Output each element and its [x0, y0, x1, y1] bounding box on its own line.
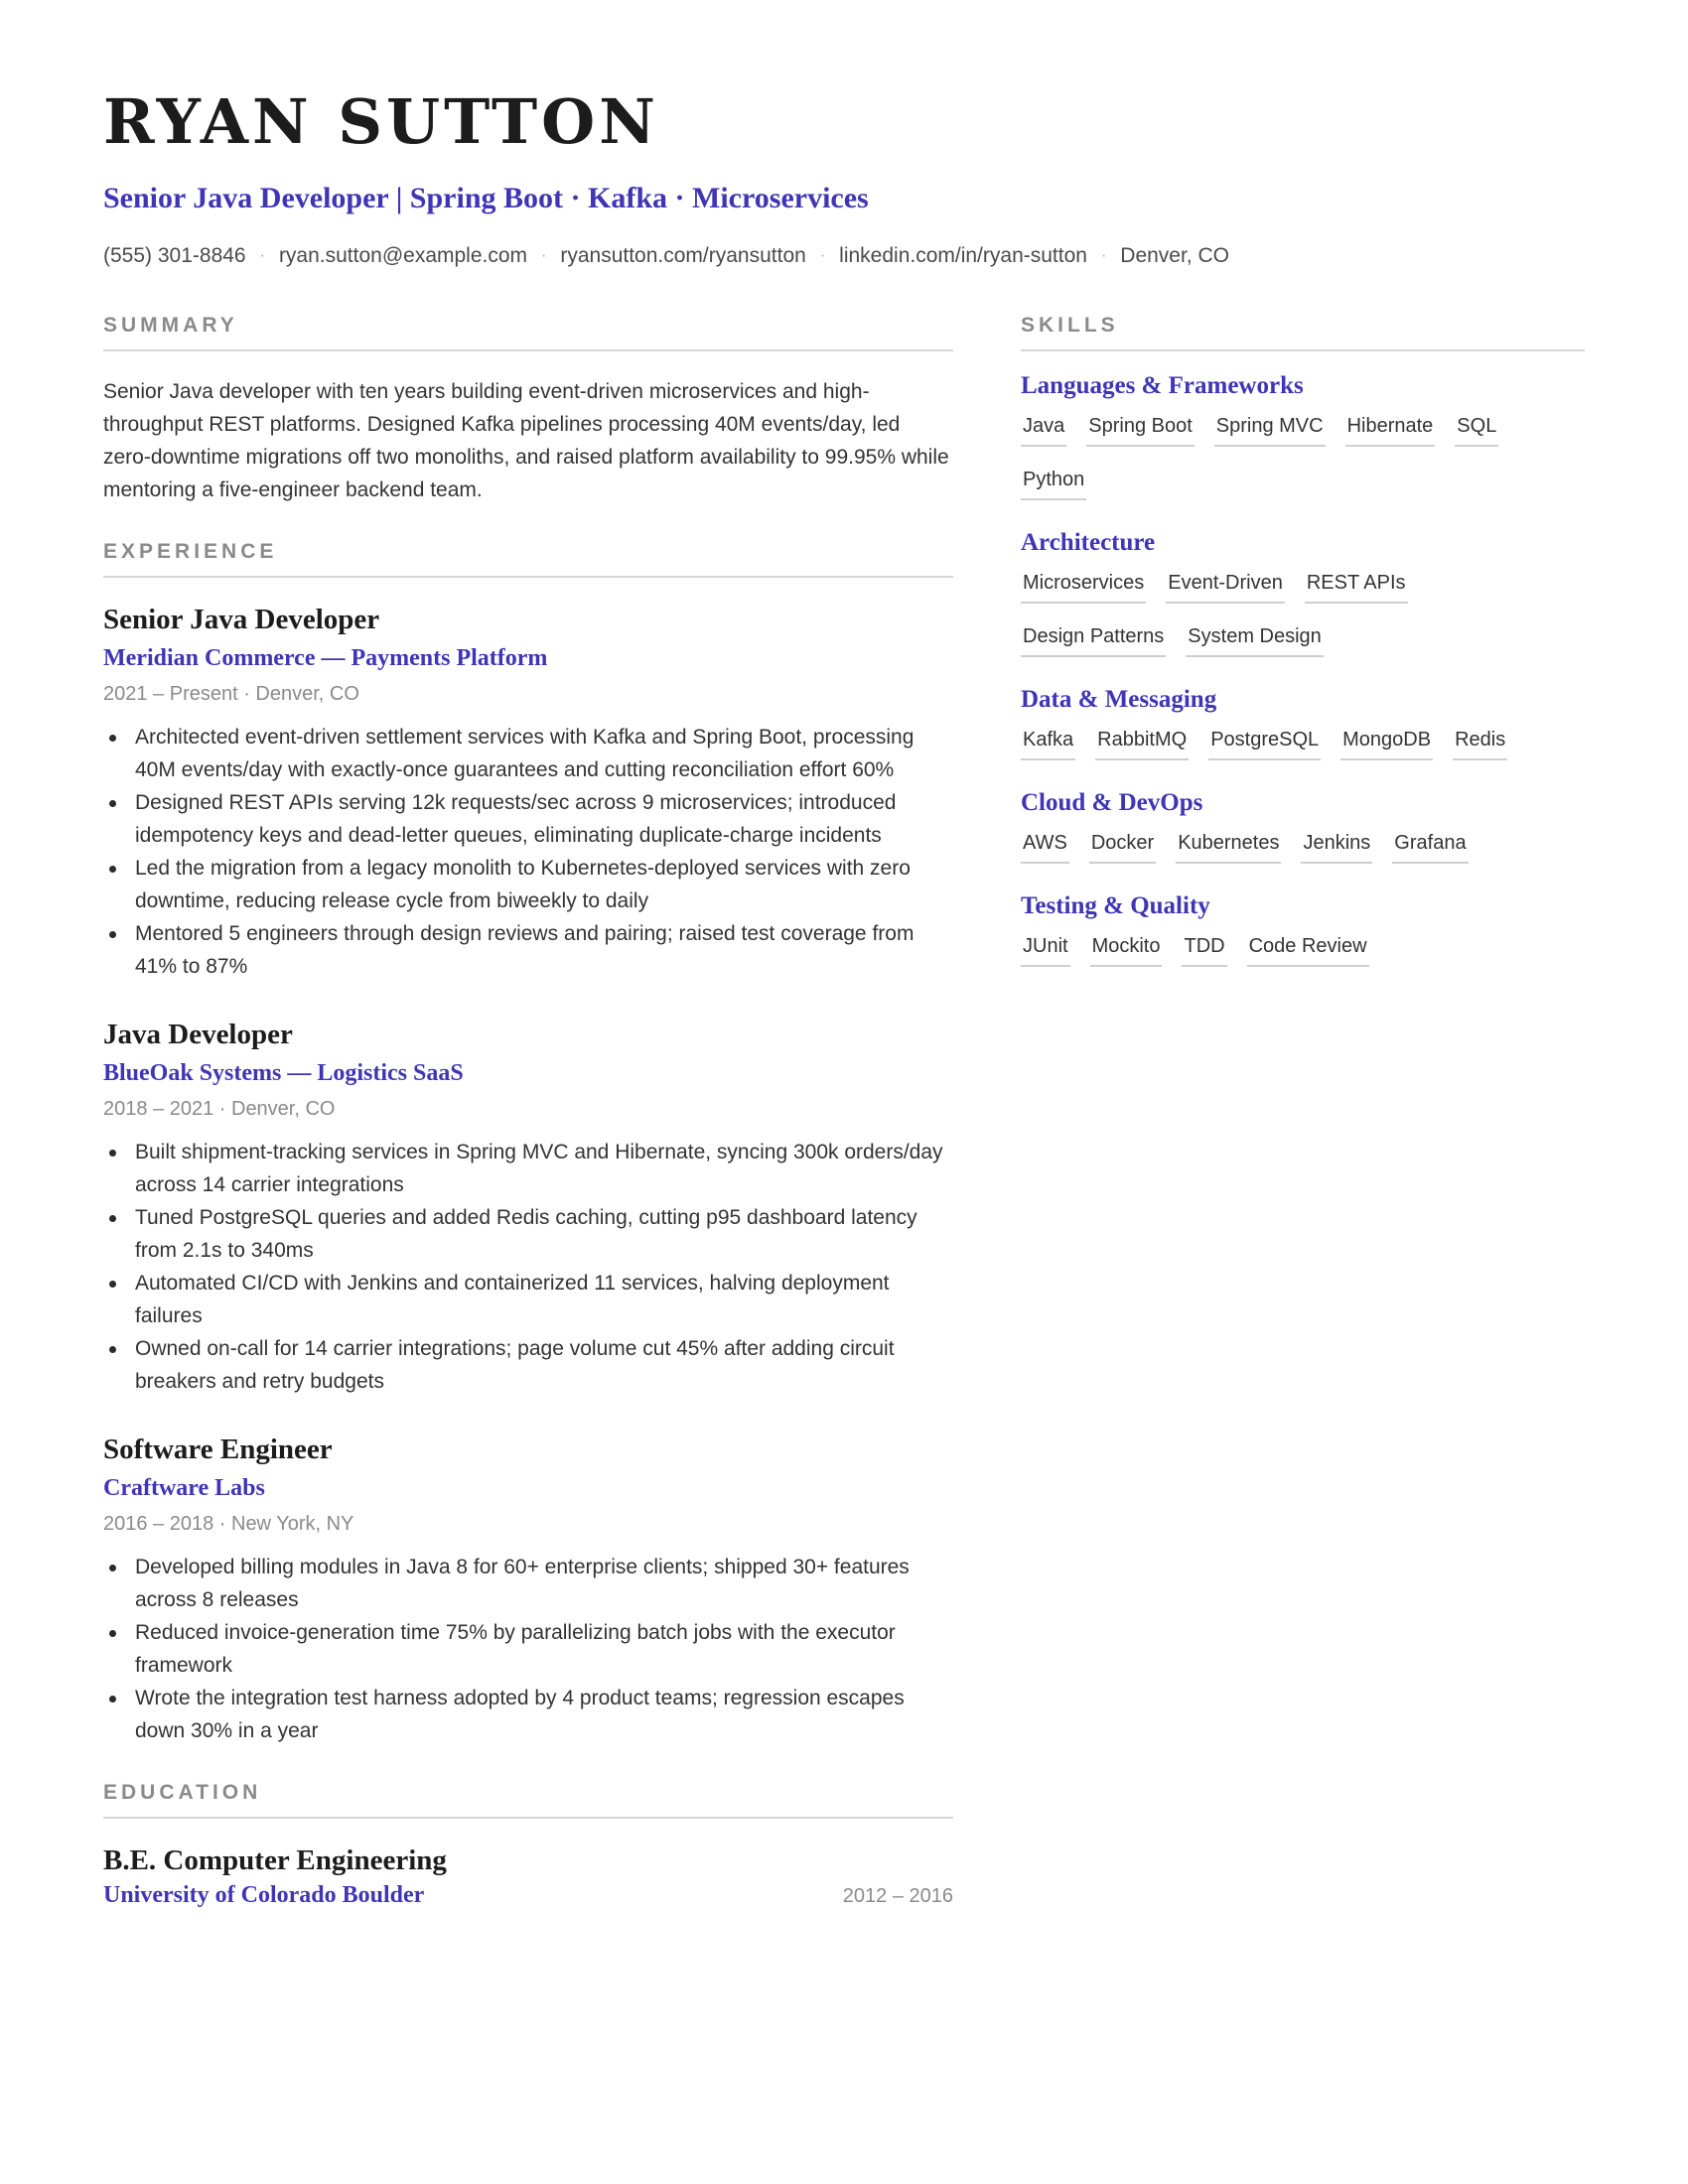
job-company: BlueOak Systems — Logistics SaaS — [103, 1060, 464, 1086]
skill-chip: SQL — [1455, 409, 1498, 447]
summary-text: Senior Java developer with ten years building event-driven microservices and high-throughput REST platforms. Designed Kafka pipelines processing 40M events/day, led zero-downtime migrations off two monoliths, and raised platform availability to 99.95% while mentoring a five-engineer backend team. — [103, 380, 949, 501]
main-column — [103, 314, 953, 1912]
section-title-education: EDUCATION — [103, 1781, 953, 1819]
job-bullet: Owned on-call for 14 carrier integrations; page volume cut 45% after adding circuit breakers and retry budgets — [103, 1332, 953, 1398]
skill-chip: Hibernate — [1345, 409, 1436, 447]
skill-chip: Docker — [1089, 826, 1156, 864]
skill-chip: Redis — [1453, 723, 1507, 760]
skill-chip: RabbitMQ — [1095, 723, 1189, 760]
candidate-name: RYAN SUTTON — [103, 85, 659, 158]
job-entry — [103, 1017, 953, 1398]
skill-chip: Spring Boot — [1086, 409, 1195, 447]
contact-separator: · — [1100, 247, 1107, 264]
job-entry — [103, 1432, 953, 1747]
job-bullet: Mentored 5 engineers through design reviews and pairing; raised test coverage from 41% to 87% — [103, 917, 953, 983]
skill-chips — [1021, 723, 1585, 776]
skill-chip: Kafka — [1021, 723, 1075, 760]
skill-group-title: Languages & Frameworks — [1021, 372, 1304, 399]
skill-group-title: Data & Messaging — [1021, 686, 1217, 713]
job-bullet: Reduced invoice-generation time 75% by parallelizing batch jobs with the executor framework — [103, 1616, 953, 1682]
skill-chips — [1021, 566, 1585, 673]
skill-group — [1021, 369, 1585, 516]
contact-separator: · — [819, 247, 826, 264]
job-bullet: Built shipment-tracking services in Spring MVC and Hibernate, syncing 300k orders/day across 14 carrier integrations — [103, 1136, 953, 1201]
job-company: Craftware Labs — [103, 1475, 265, 1501]
job-title: Software Engineer — [103, 1433, 333, 1465]
experience-section — [103, 540, 953, 1747]
contact-item: Denver, CO — [1120, 244, 1229, 267]
job-company: Meridian Commerce — Payments Platform — [103, 645, 548, 671]
job-entry — [103, 602, 953, 983]
section-title-summary: SUMMARY — [103, 314, 953, 351]
job-bullets — [103, 1136, 953, 1398]
contact-separator: · — [259, 247, 265, 264]
skill-chip: Code Review — [1247, 929, 1369, 967]
job-bullet: Designed REST APIs serving 12k requests/sec across 9 microservices; introduced idempotency keys and dead-letter queues, eliminating duplicate-charge incidents — [103, 786, 953, 852]
school: University of Colorado Boulder — [103, 1882, 425, 1908]
skill-chips — [1021, 826, 1585, 880]
skill-group-title: Testing & Quality — [1021, 892, 1210, 919]
skill-chip: Python — [1021, 463, 1086, 500]
job-meta: 2018 – 2021 · Denver, CO — [103, 1098, 336, 1120]
skill-chip: Microservices — [1021, 566, 1146, 604]
job-bullets — [103, 1551, 953, 1747]
resume-page — [103, 0, 1585, 2184]
contact-item[interactable]: linkedin.com/in/ryan-sutton — [839, 244, 1087, 267]
skill-group-title: Cloud & DevOps — [1021, 789, 1203, 816]
sidebar-column — [1021, 314, 1585, 993]
skill-group-title: Architecture — [1021, 529, 1156, 556]
job-title: Senior Java Developer — [103, 604, 380, 635]
skill-chip: Spring MVC — [1214, 409, 1326, 447]
skill-chip: TDD — [1182, 929, 1226, 967]
skill-chip: Design Patterns — [1021, 619, 1166, 657]
job-meta: 2016 – 2018 · New York, NY — [103, 1513, 354, 1535]
skill-chip: Mockito — [1090, 929, 1163, 967]
contact-line — [103, 244, 1229, 268]
skill-chip: AWS — [1021, 826, 1069, 864]
skill-group — [1021, 683, 1585, 776]
contact-item[interactable]: ryansutton.com/ryansutton — [560, 244, 806, 267]
skill-chip: JUnit — [1021, 929, 1070, 967]
degree: B.E. Computer Engineering — [103, 1844, 447, 1876]
job-bullets — [103, 721, 953, 983]
job-bullet: Wrote the integration test harness adopted by 4 product teams; regression escapes down 30% in a year — [103, 1682, 953, 1747]
summary-section — [103, 314, 953, 506]
skill-group — [1021, 889, 1585, 983]
section-title-skills: SKILLS — [1021, 314, 1585, 351]
skill-chip: Event-Driven — [1166, 566, 1285, 604]
education-section — [103, 1781, 953, 1912]
skill-chip: REST APIs — [1305, 566, 1408, 604]
skill-chip: Kubernetes — [1176, 826, 1281, 864]
job-title: Java Developer — [103, 1019, 293, 1050]
skill-chip: Java — [1021, 409, 1066, 447]
skill-chip: Grafana — [1392, 826, 1468, 864]
skill-chips — [1021, 409, 1585, 516]
job-bullet: Architected event-driven settlement services with Kafka and Spring Boot, processing 40M events/day with exactly-once guarantees and cutting reconciliation effort 60% — [103, 721, 953, 786]
skill-group — [1021, 786, 1585, 880]
job-bullet: Led the migration from a legacy monolith to Kubernetes-deployed services with zero downtime, reducing release cycle from biweekly to daily — [103, 852, 953, 917]
skill-chips — [1021, 929, 1585, 983]
job-bullet: Developed billing modules in Java 8 for 60+ enterprise clients; shipped 30+ features across 8 releases — [103, 1551, 953, 1616]
contact-separator: · — [541, 247, 547, 264]
job-bullet: Automated CI/CD with Jenkins and containerized 11 services, halving deployment failures — [103, 1267, 953, 1332]
contact-item: (555) 301-8846 — [103, 244, 246, 267]
skill-chip: PostgreSQL — [1208, 723, 1321, 760]
education-row — [103, 1878, 953, 1912]
skill-group — [1021, 526, 1585, 673]
skill-chip: MongoDB — [1340, 723, 1433, 760]
skill-chip: Jenkins — [1301, 826, 1372, 864]
job-meta: 2021 – Present · Denver, CO — [103, 683, 359, 705]
contact-item[interactable]: ryan.sutton@example.com — [278, 244, 528, 267]
headline: Senior Java Developer | Spring Boot · Kafka · Microservices — [103, 182, 869, 214]
job-bullet: Tuned PostgreSQL queries and added Redis caching, cutting p95 dashboard latency from 2.1s to 340ms — [103, 1201, 953, 1267]
skill-chip: System Design — [1186, 619, 1324, 657]
education-dates: 2012 – 2016 — [842, 1885, 953, 1907]
section-title-experience: EXPERIENCE — [103, 540, 953, 578]
